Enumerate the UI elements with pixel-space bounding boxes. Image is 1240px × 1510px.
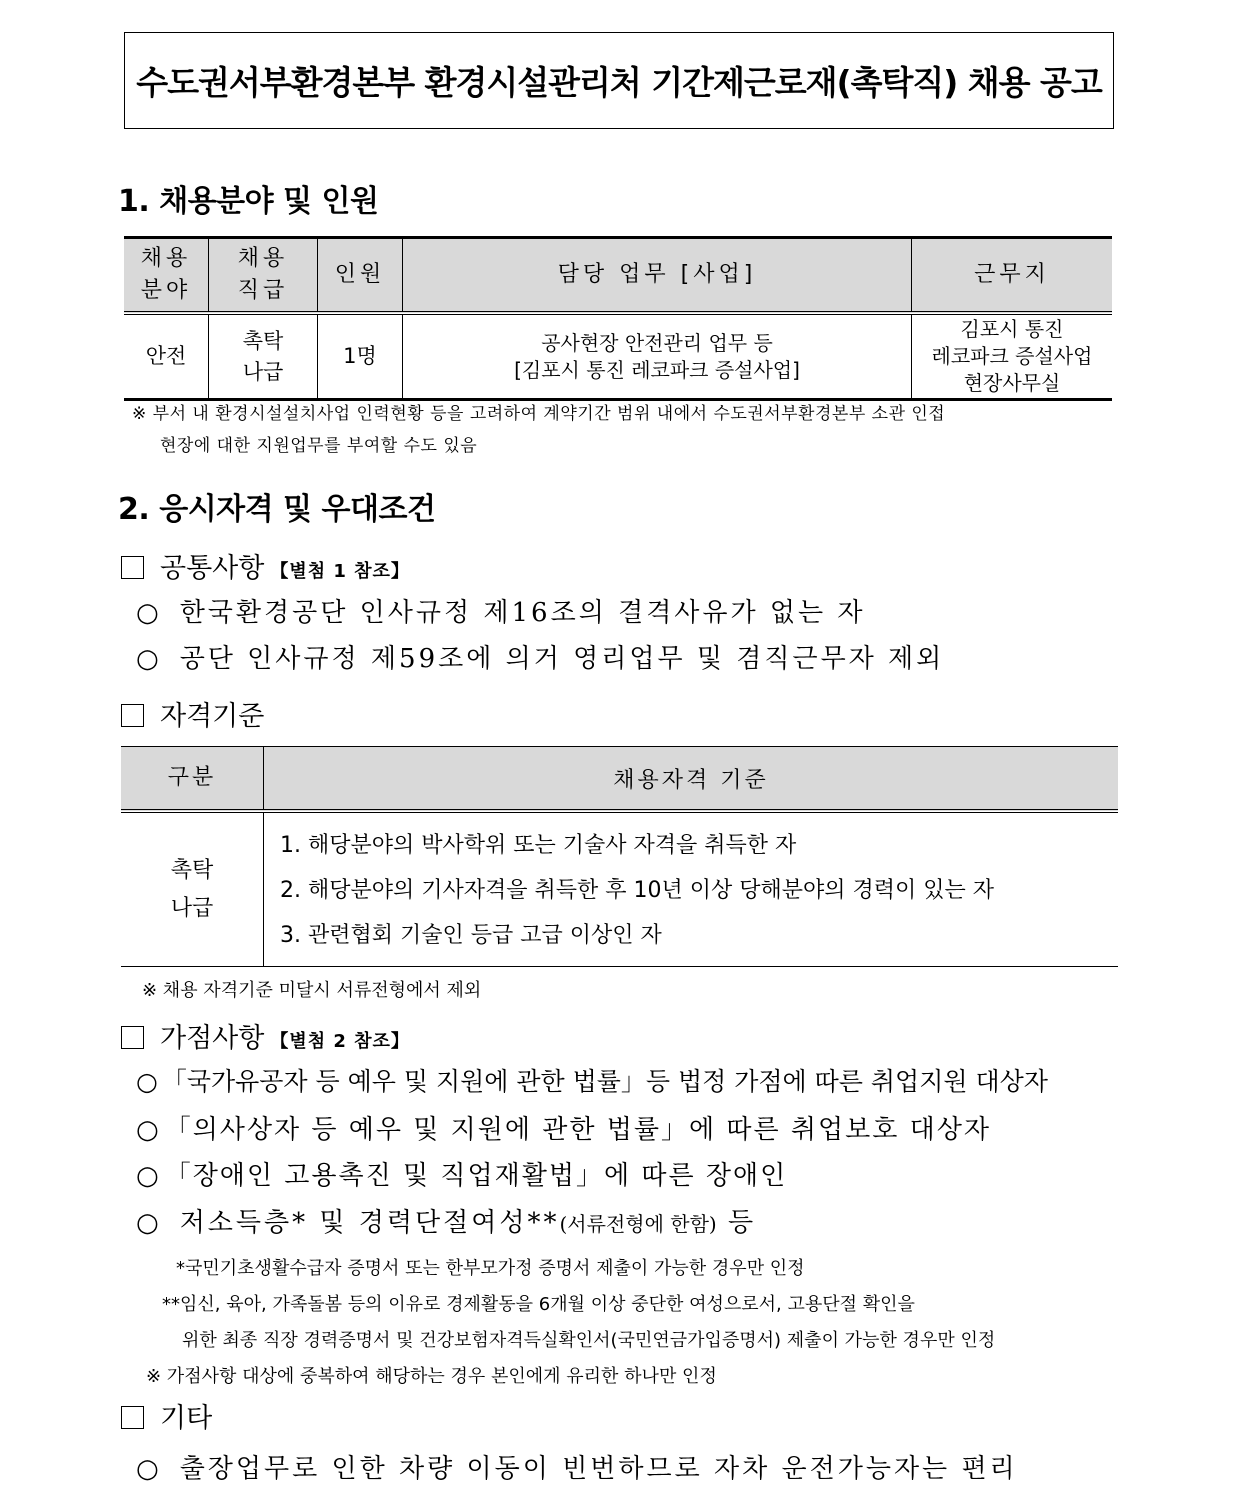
common-item-1-text: 한국환경공단 인사규정 제16조의 결격사유가 없는 자	[179, 598, 866, 628]
criteria-note: ※ 채용 자격기준 미달시 서류전형에서 제외	[142, 980, 482, 1001]
circle-bullet-icon: ○	[136, 1208, 162, 1238]
circle-bullet-icon: ○	[136, 1115, 161, 1145]
bonus-item-1-text: 「국가유공자 등 예우 및 지원에 관한 법률」등 법정 가점에 따른 취업지원 대상자	[161, 1067, 1048, 1096]
checkbox-icon	[121, 1406, 144, 1429]
th-count: 인원	[318, 238, 403, 314]
circle-bullet-icon: ○	[136, 598, 162, 628]
cell-count: 1명	[318, 313, 403, 400]
recruit-table	[124, 236, 1112, 401]
bonus-footnote-1: *국민기초생활수급자 증명서 또는 한부모가정 증명서 제출이 가능한 경우만 인정	[176, 1258, 805, 1279]
bonus-heading	[121, 1016, 410, 1055]
section1-note-2: 현장에 대한 지원업무를 부여할 수도 있음	[160, 436, 478, 456]
th-grade-text: 채용 직급	[237, 246, 289, 303]
bonus-item-4	[136, 1202, 756, 1239]
th-grade	[209, 238, 318, 314]
cell-criteria-grade	[121, 811, 264, 967]
cell-location-text: 김포시 통진 레코파크 증설사업 현장사무실	[931, 317, 1093, 395]
cell-grade-text: 촉탁 나급	[242, 328, 284, 384]
criteria-heading	[121, 694, 264, 733]
criteria-table	[121, 746, 1118, 967]
bonus-item-3	[136, 1155, 787, 1192]
common-heading	[121, 546, 410, 585]
cell-grade	[209, 313, 318, 400]
cell-location	[912, 313, 1113, 400]
bonus-note: ※ 가점사항 대상에 중복하여 해당하는 경우 본인에게 유리한 하나만 인정	[146, 1366, 717, 1387]
bonus-item-2-text: 「의사상자 등 예우 및 지원에 관한 법률」에 따른 취업보호 대상자	[164, 1115, 991, 1145]
circle-bullet-icon: ○	[136, 644, 162, 674]
common-item-2	[136, 638, 944, 675]
title-box	[124, 32, 1114, 129]
cell-duty	[403, 313, 912, 400]
checkbox-icon	[121, 704, 144, 727]
bonus-item-3-text: 「장애인 고용촉진 및 직업재활법」에 따른 장애인	[164, 1161, 788, 1191]
common-label: 공통사항	[160, 553, 265, 584]
bonus-label: 가점사항	[160, 1023, 265, 1054]
section1-heading: 1. 채용분야 및 인원	[118, 184, 379, 219]
bonus-item-2	[136, 1109, 991, 1146]
cell-field: 안전	[124, 313, 209, 400]
common-item-2-text: 공단 인사규정 제59조에 의거 영리업무 및 겸직근무자 제외	[179, 644, 945, 674]
th-field-text: 채용 분야	[140, 246, 192, 303]
etc-item-1	[136, 1448, 1018, 1485]
bonus-item-1	[136, 1062, 1048, 1098]
th-field	[124, 238, 209, 314]
th-duty: 담당 업무 [사업]	[403, 238, 912, 314]
common-item-1	[136, 592, 866, 629]
criteria-item-2: 2. 해당분야의 기사자격을 취득한 후 10년 이상 당해분야의 경력이 있는 자	[280, 878, 994, 903]
etc-heading	[121, 1396, 212, 1435]
bonus-ref: 【별첨 2 참조】	[270, 1031, 410, 1052]
common-ref: 【별첨 1 참조】	[270, 561, 410, 582]
page-title: 수도권서부환경본부 환경시설관리처 기간제근로재(촉탁직) 채용 공고	[136, 63, 1102, 102]
cell-criteria-grade-text: 촉탁 나급	[170, 857, 214, 921]
cell-duty-text: 공사현장 안전관리 업무 등 [김포시 통진 레코파크 증설사업]	[514, 330, 800, 382]
section2-heading: 2. 응시자격 및 우대조건	[118, 492, 436, 527]
th-category: 구분	[121, 747, 264, 812]
section1-note-1: ※ 부서 내 환경시설설치사업 인력현황 등을 고려하여 계약기간 범위 내에서 수도권서부환경본부 소관 인접	[132, 404, 946, 424]
bonus-item-4-paren: (서류전형에 한함)	[559, 1212, 717, 1236]
th-criteria: 채용자격 기준	[264, 747, 1119, 812]
circle-bullet-icon: ○	[136, 1067, 158, 1096]
criteria-item-1: 1. 해당분야의 박사학위 또는 기술사 자격을 취득한 자	[280, 833, 797, 858]
bonus-item-4-tail: 등	[716, 1208, 757, 1238]
etc-item-1-text: 출장업무로 인한 차량 이동이 빈번하므로 자차 운전가능자는 편리	[179, 1454, 1018, 1484]
bonus-footnote-2b: 위한 최종 직장 경력증명서 및 건강보험자격득실확인서(국민연금가입증명서) 제출이 가능한 경우만 인정	[182, 1330, 996, 1351]
checkbox-icon	[121, 1026, 144, 1049]
th-location: 근무지	[912, 238, 1113, 314]
bonus-item-4-main: 저소득층* 및 경력단절여성**	[179, 1208, 560, 1238]
circle-bullet-icon: ○	[136, 1161, 161, 1191]
etc-label: 기타	[160, 1403, 213, 1434]
cell-criteria-list	[264, 811, 1119, 967]
bonus-footnote-2a: **임신, 육아, 가족돌봄 등의 이유로 경제활동을 6개월 이상 중단한 여성으로서, 고용단절 확인을	[162, 1294, 915, 1315]
circle-bullet-icon: ○	[136, 1454, 162, 1484]
criteria-item-3: 3. 관련협회 기술인 등급 고급 이상인 자	[280, 923, 662, 948]
checkbox-icon	[121, 556, 144, 579]
criteria-label: 자격기준	[160, 701, 265, 732]
